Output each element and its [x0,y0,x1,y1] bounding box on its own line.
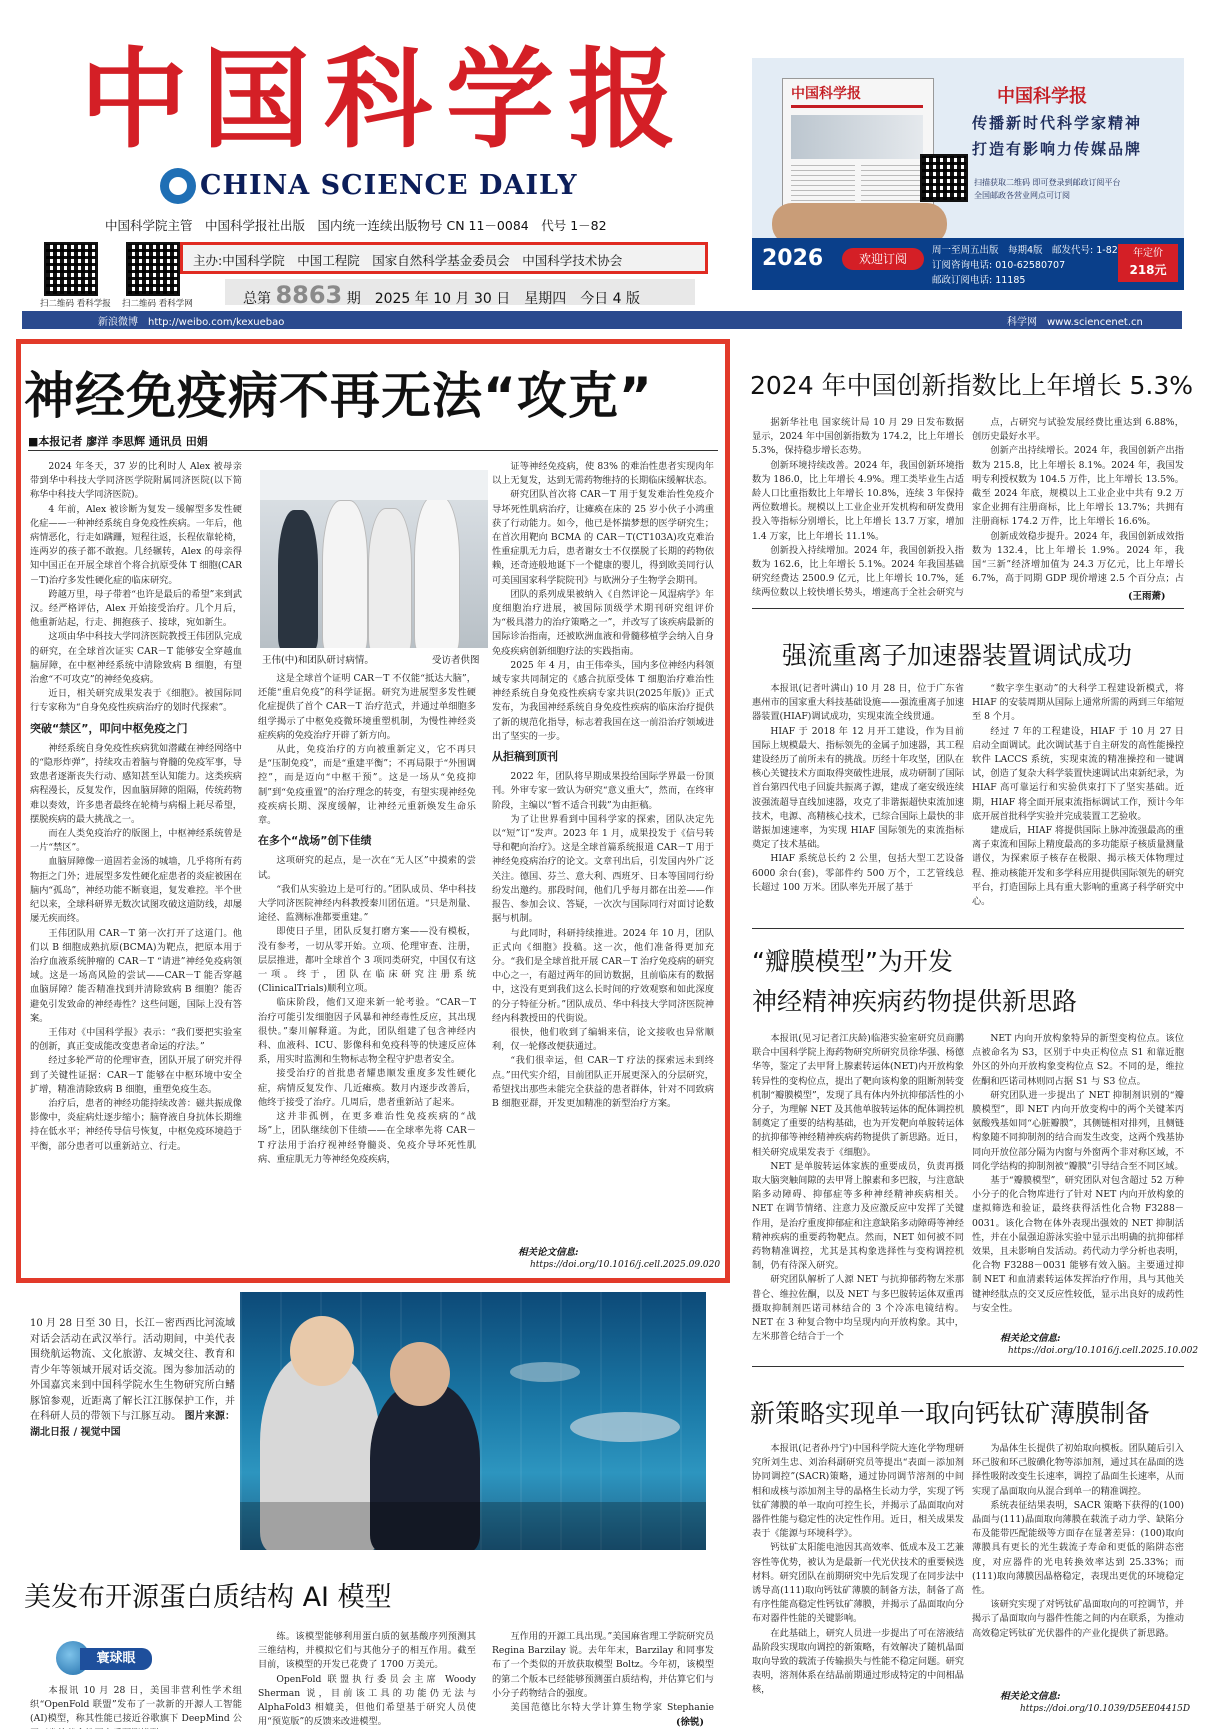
paragraph: 接受治疗的首批患者耀患顺发重度多发性硬化症，病情反复发作、几近瘫痪。数月内逐步改善后，他终于接受了治疗。几周后，患者重新站了起来。 [258,1068,476,1108]
paragraph: 美国范德比尔特大学计算生物学家 Stephanie [510,1702,714,1714]
masthead-title: 中国科学报 [80,37,691,163]
article-headline[interactable]: 神经精神疾病药物提供新思路 [752,987,1078,1016]
photo-credit: 图片来源：湖北日报 / 视觉中国 [30,1411,236,1438]
paragraph: “数字孪生驱动”的大科学工程建设新模式，将 HIAF 的安装周期从国际上通常所需的两到三年缩短至 8 个月。 [972,683,1184,723]
paragraph: 这项由华中科技大学同济医院教授王伟团队完成的研究，在全球首次证实 CAR－T 能够安全穿越血脑屏障，在中枢神经系统中清除致病 B 细胞，有望治愈“不可攻克”的神经免疫病。 [30,631,242,686]
paragraph: 神经系统自身免疫性疾病犹如潜藏在神经网络中的“隐形炸弹”，持续攻击着脑与脊髓的免疫军事，导致患者逐渐丧失行动、感知甚至认知能力。这类疾病病程漫长，反复发作，因血脑屏障的阻隔，传统药物难以奏效，许多患者最终在轮椅与病榻上耗尽希望，摆脱疾病的最大挑战之一。 [30,742,242,825]
paragraph: “我们从实验边上是可行的。”团队成员、华中科技大学同济医院神经内科教授秦川团伍道。“只是剂量、途径、监测标准都要重建。” [258,883,476,924]
reference-label: 相关论文信息: [518,1247,579,1258]
paragraph: 创新环境持续改善。2024 年，我国创新环境指数为 186.0，比上年增长 4.9%。理工类毕业生占适龄人口比重指数比上年增长 10.8%，连续 3 年保持两位数增长。规模以上工业企业开发机构和研发费用投入等指标分别增长，比上年增长 13.7 万家，增加 1.4 万家，比上年增长 11.1%。 [752,459,964,542]
link-bar [22,311,1182,329]
paragraph: 研究团队首次将 CAR－T 用于复发难治性免疫介导坏死性肌病治疗，让瘫痪在床的 25 岁小伙子小鸿重获了行动能力。如今，他已是怀揣梦想的医学研究生；在首次用靶向 BCMA 的 CAR－T(CT103A)攻克难治性重症肌无力后，患者谢女士不仅摆脱了长期的药物依赖，还奇迹般地诞下一个健康的婴儿，得到欧美同行认可美国国家科学院院刊》与欧洲分子生物学会期刊。 [492,489,714,586]
price-badge [1118,244,1178,282]
paragraph: 与此同时，科研持续推进。2024 年 10 月，团队正式向《细胞》投稿。这一次，他们准备得更加充分。“我们是全球首批开展 CAR－T 治疗免疫病的研究中心之一，有超过两年的回访数据，且前临床有的数据中，这没有更到我们这么长时间的疗效观察和如此深度的分子特征分析。”团队成员、华中科技大学同济医院神经内科教授田的代街说。 [492,927,714,1024]
ad-year: 2026 [762,246,824,271]
paragraph: 创新成效稳步提升。2024 年，我国创新成效指数为 132.4，比上年增长 1.9%。2024 年，我国“三新”经济增加值为 24.3 万亿元，比上年增长 6.7%，高于同期 GDP 现价增速 2.5 个百分点；占 [972,530,1184,585]
publication-info: 中国科学院主管 中国科学报社出版 国内统一连续出版物号 CN 11－0084 代号 1－82 [105,218,607,233]
lead-column-2 [258,672,476,1275]
aquarium-photo[interactable] [240,1292,706,1550]
photo-caption: 王伟(中)和团队研讨病情。 [262,655,374,666]
paragraph: 钙钛矿太阳能电池因其高效率、低成本及工艺兼容性等优势，被认为是最新一代光伏技术的重要候选材料。研究团队在前期研究中先后发现了在同步法中诱导高(111)取向钙钛矿薄膜的制备方法，制备了高有序性能高稳定性钙钛矿薄膜，并揭示了晶面取向分布对器件性能的关键影响。 [752,1542,964,1625]
article-column [30,1684,242,1729]
paragraph: 系统表征结果表明，SACR 策略下获得的(100)晶面与(111)晶面取向薄膜在载流子动力学、缺陷分布及能带匹配能级等方面存在显著差异：(100)取向薄膜具有更长的光生载流子寿命和更低的陷阱态密度，对应器件的光电转换效率达到 25.33%；而(111)取向薄膜因晶格稳定，表现出更优的环境稳定性。 [972,1499,1184,1597]
reference-link[interactable]: https://doi.org/10.1016/j.cell.2025.10.002 [1008,1346,1199,1356]
paragraph: HIAF 于 2018 年 12 月开工建设，作为目前国际上规模最大、指标领先的金属子加速器，其工程建设经历了前所未有的挑战。历经十年攻坚，团队在核心关键技术方面取得突破性进展，成功研制了国际首台第四代电子回旋共振离子源，建成了毫安级连续波强流超导直线加速器，攻克了非谐振超快束流加速技术，电源、高精核心技术，已综合国际上最快的非谐振加速速率，为实现 HIAF 国际领先的束流指标奠定了技术基础。 [752,725,964,851]
lead-headline[interactable]: 神经免疫病不再无法“攻克” [24,367,653,425]
issue-prefix: 总第 [243,291,271,307]
masthead-english-title: CHINA SCIENCE DAILY [200,170,578,201]
paragraph: 基于“瓣膜模型”，研究团队对包含超过 52 万种小分子的化合物库进行了针对 NET 内向开放构象的虚拟筛选和验证，最终获得活性化合物 F3288－0031。该化合物在体外表现出强效的 NET 抑制活性，并在小鼠强迫游泳实验中显示出明确的抗抑郁样效果，且未影响自发活动。药代动力学分析也表明，化合物 F3288－0031 能够有效入脑。主要通过抑制 NET 和血清素转运体发挥治疗作用，具与其他关键神经肽点的交叉反应性较低，显示出良好的成药性与安全性。 [972,1175,1184,1314]
article-column [752,1032,964,1356]
column-label: 寰球眼 [80,1648,152,1670]
paragraph: 本报讯(见习记者江庆龄)临港实验室研究员商鹏联合中国科学院上海药物研究所研究员徐华强、杨德华等，鉴定了去甲肾上腺素转运体(NET)内开放构象转异性的变构位点，提出了靶向该构象的阻断剂转变机制“瓣膜模型”，发现了具有体内外抗抑郁活性的小分子，为理解 NET 及其他单胺转运体的配体调控机制奠定了重要的结构基础，也为开发靶向单胺转运体的抗抑郁等神经精神疾病药物提供了新思路。近日，相关研究成果发表于《细胞》。 [752,1033,964,1158]
paragraph: 在此基础上，研究人员进一步提出了可在溶液结晶阶段实现取向调控的新策略，有效解决了随机晶面取向导致的载流子传输损失与性能不稳定问题。研究表明，溶剂体系在结晶前期通过形成特定的中间相晶核， [752,1627,964,1696]
section-subhead: 从拒稿到顶刊 [492,750,558,764]
subscribe-button[interactable]: 欢迎订阅 [842,248,924,270]
paragraph: 本报讯(记者叶满山) 10 月 28 日，位于广东省惠州市的国家重大科技基础设施——强流重离子加速器装置(HIAF)调试成功，实现束流全线贯通。 [752,683,964,723]
paragraph: 近日，相关研究成果发表于《细胞》。被国际同行专家称为“自身免疫性疾病治疗的划时代探索”。 [30,688,242,714]
paragraph: 即使日子里，团队反复打磨方案——没有模板，没有参考，一切从零开始。立项、伦理审查、注册，层层推进，都叶全球首个 3 项同类研究，中国仅有这一项。终于，团队在临床研究注册系统(ClinicalTrials)顺利立项。 [258,926,476,995]
article-column [972,682,1184,920]
paragraph: 王伟对《中国科学报》表示：“我们要把实验室的创新，真正变成能改变患者命运的疗法。” [30,1026,242,1053]
paragraph: 2024 年冬天，37 岁的比利时人 Alex 被母亲带到华中科技大学同济医学院附属同济医院(以下简称华中科技大学同济医院)。 [30,461,242,501]
qr-caption: 扫二维码 看科学报 [40,299,111,309]
lead-column-1 [30,460,242,1275]
paragraph: 创新投入持续增加。2024 年，我国创新投入指数为 162.6，比上年增长 5.1%。2024 年我国基础研究经费达 2500.9 亿元，比上年增长 10.7%，延续两位数以上较快增长势头，增速高于全社会研究与 [752,544,964,599]
lead-byline: ■本报记者 廖洋 李思辉 通讯员 田娟 [28,435,208,448]
price-label: 年定价 [1133,248,1163,259]
paragraph: NET 是单胺转运体家族的重要成员，负责再摄取大脑突触间隙的去甲肾上腺素和多巴胺，与注意缺陷多动障碍、抑郁症等多种神经精神疾病相关。NET 在调节情绪、注意力及应激反应中发挥了关键作用，是治疗重度抑郁症和注意缺陷多动障碍等神经精神疾病的重要药物靶点。然而，NET 如何被不同药物精准调控，尤其是其构象选择性与变构调控机制，仍有待深入研究。 [752,1160,964,1272]
divider [752,608,1184,609]
paragraph: 据新华社电 国家统计局 10 月 29 日发布数据显示，2024 年中国创新指数为 174.2，比上年增长 5.3%，保持稳步增长态势。 [752,417,964,457]
qr-code-icon[interactable] [920,154,968,202]
subscription-ad[interactable] [752,58,1184,290]
article-headline[interactable]: “瓣膜模型”为开发 [752,947,953,976]
ad-paper-title: 中国科学报 [791,86,861,102]
paragraph: 本报讯(记者孙丹宁)中国科学院大连化学物理研究所刘生忠、刘治科副研究员等提出“表面－添加剂协同调控”(SACR)策略，通过协同调节溶剂的中间相和成核与添加剂主导的晶格生长动力学，实现了钙钛矿薄膜的单一取向可控生长，并揭示了晶面取向对器件性能与稳定性的决定性作用。近日，相关成果发表于《能源与环境科学》。 [752,1443,964,1540]
divider [28,450,718,451]
author-tag: (王雨萧) [1128,591,1166,602]
paragraph: OpenFold 联盟执行委员会主席 Woody Sherman 说，目前该工具的功能仍无法与 AlphaFold3 相媲美，但他们希望基于研究人员使用“预览版”的反馈来改进模型。 [258,1673,476,1728]
paragraph: 互作用的开源工具出现。”美国麻省理工学院研究员 Regina Barzilay 说。去年年末，Barzilay 和同事发布了一个类似的开放获取模型 Boltz。今年初，该模型的第二个版本已经能够预测蛋白质结构，并估算它们与小分子药物结合的强度。 [492,1631,714,1699]
ad-title: 中国科学报 [997,86,1087,107]
paragraph: 为了让世界看到中国科学家的探索，团队决定先以“短”订“发声。2023 年 1 月，成果投发于《信号转导和靶向治疗》。这是全球首篇系统报道 CAR－T 用于神经免疫病治疗的论文。文章刊出后，引发国内外广泛关注。德国、芬兰、意大利、西班牙、日本等国同行纷纷发出邀约。那段时间，他们几乎每月都在出差——作报告、参加会议、答疑，一次次与国际同行对面讨论数据与机制。 [492,813,714,925]
paragraph: 经过多轮严苛的伦理审查，团队开展了研究并得到了关键性证据：CAR－T 能够在中枢环境中安全扩增，精准清除致病 B 细胞，重塑免疫生态。 [30,1055,242,1095]
issue-number: 8863 [275,281,343,309]
paragraph: 团队的系列成果被纳入《自然评论－风湿病学》年度细胞治疗进展，被国际顶级学术期刊研究组评价为“极具潜力的治疗策略之一”，并改写了该疾病最新的国际诊治指南，还被欧洲血液和骨髓移植学会纳入自身免疫疾病创新细胞疗法的实践指南。 [492,588,714,657]
paragraph: 临床阶段，他们又迎来新一轮考验。“CAR－T 治疗可能引发细胞因子风暴和神经毒性反应，其出现很快。”秦川解释道。为此，团队组建了包含神经内科、血液科、ICU、影像科和免疫科等的快速反应体系，用实时监测和生物标志物全程守护患者安全。 [258,997,476,1066]
qr-code-icon[interactable] [126,242,180,296]
caption-text: 10 月 28 日至 30 日，长江－密西西比河流域对话会活动在武汉举行。活动期间，中美代表围绕航运物流、文化旅游、友城交往、教育和青少年等领域开展对话交流。图为参加活动的外国嘉宾来到中国科学院水生生物研究所白鳍豚馆参观，近距离了解长江江豚保护工作，并在科研人员的带领下与江豚互动。 [30,1318,235,1422]
section-subhead: 在多个“战场”创下佳绩 [258,834,372,848]
issue-bar [225,279,695,309]
paragraph: 证等神经免疫病，使 83% 的难治性患者实现肉年以上无复发，达到无需药物维持的长期临床缓解状态。 [492,461,714,487]
newspaper-logo-icon [160,168,196,204]
photo-caption [30,1316,235,1440]
article-column [492,1630,714,1714]
article-headline[interactable]: 新策略实现单一取向钙钛矿薄膜制备 [750,1399,1151,1428]
paragraph: 4 年前，Alex 被诊断为复发－缓解型多发性硬化症——一种神经系统自身免疫性疾病。一年后，他病情恶化，行走如蹒跚，短程往返，长程依靠轮椅，连两岁的孩子都不敢抱。几经辗转，Alex 的母亲得知中国正在开展全球首个将合抗原受体 T 细胞(CAR－T)治疗多发性硬化症的临床研究。 [30,503,242,586]
paragraph: 从此，免疫治疗的方向被重新定义，它不再只是“压制免疫”，而是“重建平衡”；不再局限于“外围调控”，而是迈向“中枢干预”。这是一场从“免疫抑制”到“免疫重置”的治疗理念的转变，有望实现神经免疫疾病长期、深度缓解，让神经元重新焕发生命乐章。 [258,744,476,827]
article-column [752,416,964,600]
paragraph: 2022 年，团队将早期成果投给国际学界最一份顶刊。外审专家一致认为研究“意义重大”，然而，在终审阶段，主编以“暂不适合刊载”为由拒稿。 [492,771,714,811]
article-column [972,416,1184,586]
sponsors-text: 主办:中国科学院 中国工程院 国家自然科学基金委员会 中国科学技术协会 [193,253,623,268]
paragraph: NET 内向开放构象特异的新型变构位点。该位点被命名为 S3，区别于中央正构位点 S1 和靠近胞外区的外向开放构象变构位点 S2。不同的是，维拉佐酮和匹诺司林则同占据 S1 与 S3 位点。 [972,1033,1184,1087]
article-headline[interactable]: 2024 年中国创新指数比上年增长 5.3% [750,371,1194,400]
paragraph: 王伟团队用 CAR－T 第一次打开了这道门。他们以 B 细胞成熟抗原(BCMA)为靶点，把原本用于治疗血液系统肿瘤的 CAR－T “请进”神经免疫病领域。这是一场高风险的尝试——CAR－T 能否穿越血脑屏障？能否精准找到并清除致病 B 细胞？能否避免引发致命的神经毒性？这些问题，国际上没有答案。 [30,927,242,1024]
paragraph: 本报讯 10 月 28 日，美国非营利性学术组织“OpenFold 联盟”发布了一款新的开源人工智能(AI)模型，称其性能已接近谷歌旗下 DeepMind 公 [30,1685,242,1725]
qr-code-icon[interactable] [44,242,98,296]
paragraph: 血脑屏障像一道固若金汤的城墙，几乎将所有药物拒之门外；进展型多发性硬化症患者的炎症被困在脑内“孤岛”，神经功能不断衰退，复发难控。半个世纪以来，全球科研界无数次试图攻破这道防线，却屡屡无疾而终。 [30,856,242,925]
paragraph: 2025 年 4 月，由王伟牵头，国内多位神经内科领域专家共同制定的《感合抗原受体 T 细胞治疗难治性神经系统自身免疫性疾病专家共识(2025年版)》正式发布，为我国神经系统自身免疫性疾病的临床治疗提供了新的规范化指导，标志着我国在这一前沿治疗领域进出了坚实的一步。 [492,659,714,742]
paragraph: 该研究实现了对钙钛矿晶面取向的可控调节，并揭示了晶面取向与器件性能之间的内在联系，为推动高效稳定钙钛矿光伏器件的产业化提供了新思路。 [972,1599,1184,1639]
lead-photo[interactable] [260,470,488,648]
reference-link[interactable]: https://doi.org/10.1039/D5EE04415D [1020,1704,1191,1714]
paragraph: 这项研究的起点，是一次在“无人区”中摸索的尝试。 [258,855,476,881]
issue-date: 期 2025 年 10 月 30 日 星期四 今日 4 版 [346,291,641,307]
paragraph: 而在人类免疫治疗的版图上，中枢神经系统曾是一片“禁区”。 [30,828,242,854]
paragraph: 创新产出持续增长。2024 年，我国创新产出指数为 215.8，比上年增长 8.1%。2024 年，我国发明专利授权数为 104.5 万件，比上年增长 13.5%。截至 2024 年底，规模以上工业企业中共有 9.2 万家企业拥有注册商标，比上年增长 13.7%；共拥有注册商标 174.2 万件，比上年增长 16.6%。 [972,445,1184,528]
reference-label: 相关论文信息: [1000,1691,1061,1702]
paragraph: 练。该模型能够利用蛋白质的氨基酸序列预测其三维结构，并模拟它们与其他分子的相互作用。截至目前，该模型的开发已花费了 1700 万美元。 [258,1631,476,1671]
reference-label: 相关论文信息: [1000,1333,1061,1344]
price-value: 218元 [1129,263,1167,277]
paragraph: 研究团队进一步提出了 NET 抑制剂识别的“瓣膜模型”，即 NET 内向开放变构中的两个关键苯丙氨酸残基如同“心脏瓣膜”，其侧链相对排列，且侧链构象随不同抑制剂的结合而发生改变，这两个残基协同向开放位部分隔为内窗与外窗两个非对称区域，不同化学结构的抑制剂被“瓣膜”引导结合至不同区域。 [972,1089,1184,1172]
paragraph: 为晶体生长提供了初始取向模板。团队随后引入环己胺和环己胺碘化物等添加剂，通过其在晶面的选择性吸附改变生长速率，调控了晶面生长速率，从而实现了晶面取向从混合到单一的精准调控。 [972,1443,1184,1497]
divider [752,1366,1184,1367]
paragraph: 这是全球首个证明 CAR－T 不仅能“抵达大脑”，还能“重启免疫”的科学证据。研究为进展型多发性硬化症提供了首个 CAR－T 治疗范式，并通过单细胞多组学揭示了中枢免疫微环境重塑机制，为慢性神经炎症疾病的免疫治疗开辟了新方向。 [258,673,476,741]
ad-bottom-bar [752,238,1184,290]
lead-column-3 [492,460,714,1230]
ad-detail: 周一至周五出版 每期4版 邮发代号: 1-82 [932,245,1118,256]
article-headline[interactable]: 强流重离子加速器装置调试成功 [782,641,1133,670]
weibo-link[interactable]: 新浪微博 http://weibo.com/kexuebao [98,317,285,328]
photo-credit: 受访者供图 [432,655,480,666]
paragraph: HIAF 系统总长约 2 公里，包括大型工艺设备 6000 余台(套)，零部件约 500 万个，工艺管线总长超过 100 万米。团队率先开展了基于 [752,853,964,893]
paragraph: 研究团队解析了人源 NET 与抗抑郁药物左米那普仑、维拉佐酮，以及 NET 与多巴胺转运体双重再摄取抑制剂匹诺司林结合的 3 个冷冻电镜结构。NET 在 3 种复合物中均呈现内向开放构象。其中，左米那普仑结合于一个 [752,1274,964,1343]
ad-scan-text: 扫描获取二维码 即可登录到邮政订阅平台 全国邮政各营业网点可订阅 [974,178,1121,200]
article-column [972,1442,1184,1686]
section-subhead: 突破“禁区”，叩问中枢免疫之门 [30,721,188,735]
reference-link[interactable]: https://doi.org/10.1016/j.cell.2025.09.020 [530,1260,721,1270]
qr-caption: 扫二维码 看科学网 [122,299,193,309]
paragraph: 建成后，HIAF 将提供国际上脉冲流强最高的重离子束流和国际上精度最高的多功能原子核质量测量谱仪，为探索原子核存在极限、揭示核天体物理过程、推动核能开发和多学科应用提供国际领先的研究平台，打造国际上具有重大影响的重离子科学研究中心。 [972,825,1184,908]
website-link[interactable]: 科学网 www.sciencenet.cn [1007,317,1143,328]
paragraph: 经过 7 年的工程建设，HIAF 于 10 月 27 日启动全面调试。此次调试基于自主研发的高性能操控软件 LACCS 系统，实现束流的精准操控和一键调试，创造了复杂大科学装置快速调试出束新纪录，为 HIAF 高可靠运行和实验供束打下了坚实基础。近期，HIAF 将全面开展束流指标调试工作，预计今年底开展首批科学实验并完成装置工艺验收。 [972,725,1184,822]
divider [752,928,1184,929]
ad-slogan: 传播新时代科学家精神 [972,114,1143,132]
article-headline[interactable]: 美发布开源蛋白质结构 AI 模型 [24,1582,392,1613]
paragraph: “我们很幸运，但 CAR－T 疗法的探索远未到终点。”田代实介绍，目前团队正开展更深入的分层研究，希望找出那些未能完全获益的患者群体，针对不同致病 B 细胞亚群，开发更加精准的新型治疗方案。 [492,1055,714,1109]
article-column [972,1032,1184,1328]
article-column [752,1442,964,1722]
author-tag: (徐锐) [676,1717,704,1728]
newspaper-image [782,78,934,220]
paragraph: 治疗后，患者的神经功能持续改善：磁共振成像影像中，炎症病灶逐步缩小；脑脊液自身抗体长期维持在低水平；神经传导信号恢复，中枢免疫环境趋于平衡，部分患者可以重新站立、行走。 [30,1097,242,1152]
ad-phone: 邮政订阅电话: 11185 [932,275,1026,286]
article-column [258,1630,476,1729]
paragraph: 跨越万里，母子带着“也许是最后的希望”来到武汉。经严格评估，Alex 开始接受治疗。几个月后，他重新站起，行走、拥抱孩子、接球，宛如新生。 [30,588,242,629]
ad-phone: 订阅咨询电话: 010-62580707 [932,260,1066,271]
paragraph: 很快，他们收到了编辑来信，论文接收也异常顺利，仅一轮修改便获通过。 [492,1026,714,1053]
sponsors-box [180,242,708,274]
paragraph: 这并非孤例，在更多难治性免疫疾病的“战场”上，团队继续创下佳绩——在全球率先将 CAR－T 疗法用于治疗视神经脊髓炎、免疫介导坏死性肌病、重症肌无力等神经免疫疾病， [258,1111,476,1165]
paragraph: 点，占研究与试验发展经费比重达到 6.88%，创历史最好水平。 [972,417,1184,443]
ad-slogan: 打造有影响力传媒品牌 [972,140,1143,158]
article-column [752,682,964,920]
issue-info [243,281,640,309]
